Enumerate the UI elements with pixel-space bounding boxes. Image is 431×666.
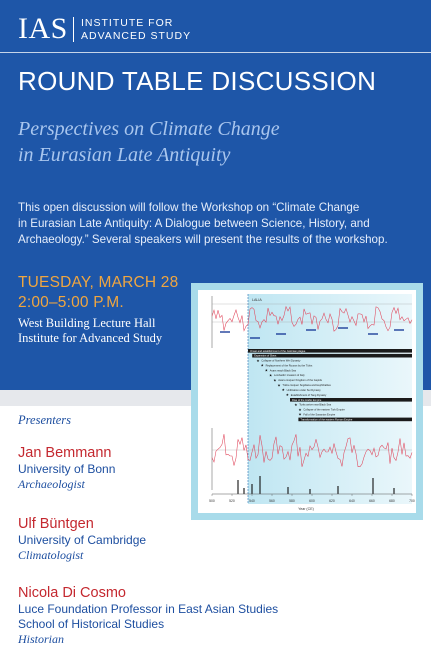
- subtitle-line1: Perspectives on Climate Change: [18, 118, 280, 140]
- event-label: Avars reach Black Sea: [269, 369, 297, 373]
- speaker-di-cosmo: [18, 585, 398, 647]
- description-line3: Archaeology.” Several speakers will present the results of the workshop.: [18, 233, 388, 246]
- speaker-role: Historian: [18, 632, 65, 646]
- x-tick-label: 620: [329, 499, 335, 503]
- x-tick-label: 600: [309, 499, 315, 503]
- event-star-icon: ★: [256, 358, 260, 363]
- description-line2: in Eurasian Late Antiquity: A Dialogue between Science, History, and: [18, 217, 370, 230]
- header-rule: [0, 52, 431, 53]
- event-time: 2:00–5:00 P.M.: [18, 294, 124, 311]
- event-star-icon: ★: [285, 393, 290, 398]
- subtitle-line2: in Eurasian Late Antiquity: [18, 144, 231, 166]
- x-tick-label: 500: [209, 499, 215, 503]
- event-label: Onset and establishment of the Justinian plague: [250, 349, 306, 353]
- event-label: Avars conquer Kingdom of the Gepids: [278, 379, 322, 383]
- institute-name: [81, 17, 191, 43]
- venue-line2: Institute for Advanced Study: [18, 331, 163, 345]
- event-label: Turks arrive near Black Sea: [299, 403, 332, 407]
- event-star-icon: ★: [269, 373, 273, 378]
- event-subtitle: [18, 116, 418, 168]
- x-tick-label: 560: [269, 499, 275, 503]
- speaker-affiliation: University of Bonn: [18, 462, 116, 476]
- x-tick-label: 640: [349, 499, 355, 503]
- event-star-icon: ★: [298, 407, 302, 412]
- speaker-affiliation: University of Cambridge: [18, 533, 147, 547]
- speaker-affiliation-2: School of Historical Studies: [18, 617, 165, 631]
- speaker-affiliation: Luce Foundation Professor in East Asian Studies: [18, 602, 279, 616]
- event-star-icon: ★: [294, 402, 298, 407]
- speaker-name: Ulf Büntgen: [18, 516, 94, 532]
- event-label: Replacement of the Rouran by the Türks: [265, 364, 313, 368]
- event-label: Establishment of Tang Dynasty: [290, 393, 327, 397]
- event-label: Collapse of the eastern Turk Empire: [303, 408, 345, 412]
- event-label: Fall of the Sasanian Empire: [303, 413, 336, 417]
- event-star-icon: ★: [277, 383, 281, 388]
- event-date: TUESDAY, MARCH 28: [18, 274, 179, 291]
- venue-line1: West Building Lecture Hall: [18, 316, 156, 330]
- x-tick-label: 680: [389, 499, 395, 503]
- event-label: Unification under Sui Dynasty: [286, 388, 321, 392]
- event-venue: [18, 316, 162, 346]
- event-headline: ROUND TABLE DISCUSSION: [18, 66, 377, 96]
- x-tick-label: 520: [229, 499, 235, 503]
- event-star-icon: ★: [298, 412, 302, 417]
- event-star-icon: ★: [260, 363, 264, 368]
- x-tick-label: 700: [409, 499, 415, 503]
- x-tick-label: 580: [289, 499, 295, 503]
- x-axis-title: Year (CE): [298, 507, 314, 511]
- speaker-name: Jan Bemmann: [18, 445, 112, 461]
- lalia-label: LALIA: [252, 298, 262, 302]
- speaker-bemmann: [18, 445, 318, 492]
- event-label: Expansion of Slavs: [254, 354, 277, 358]
- event-label: Transformation of the eastern Roman Empire: [300, 418, 353, 422]
- presenters-label: Presenters: [18, 413, 71, 427]
- event-label: Rise of the Arabic Empire: [292, 398, 322, 402]
- ias-logo: IAS: [18, 12, 68, 45]
- event-datetime: [18, 273, 178, 313]
- event-star-icon: ★: [273, 378, 277, 383]
- speaker-role: Archaeologist: [18, 477, 85, 491]
- event-star-icon: ★: [281, 388, 285, 393]
- speaker-name: Nicola Di Cosmo: [18, 585, 126, 601]
- logo-separator: [73, 17, 74, 42]
- description-line1: This open discussion will follow the Workshop on “Climate Change: [18, 201, 360, 214]
- event-label: Türks conquer Sogdiana and Hephthalites: [282, 384, 331, 387]
- x-tick-label: 540: [249, 499, 255, 503]
- event-label: Collapse of Northern Wei Dynasty: [261, 359, 301, 363]
- event-star-icon: ★: [264, 368, 269, 373]
- x-tick-label: 660: [369, 499, 375, 503]
- event-description: [18, 200, 423, 248]
- event-label: Lombards' invasion of Italy: [274, 374, 305, 378]
- institute-name-line2: ADVANCED STUDY: [81, 30, 192, 42]
- institute-name-line1: INSTITUTE FOR: [81, 17, 174, 29]
- speaker-buntgen: [18, 516, 318, 563]
- speaker-role: Climatologist: [18, 548, 84, 562]
